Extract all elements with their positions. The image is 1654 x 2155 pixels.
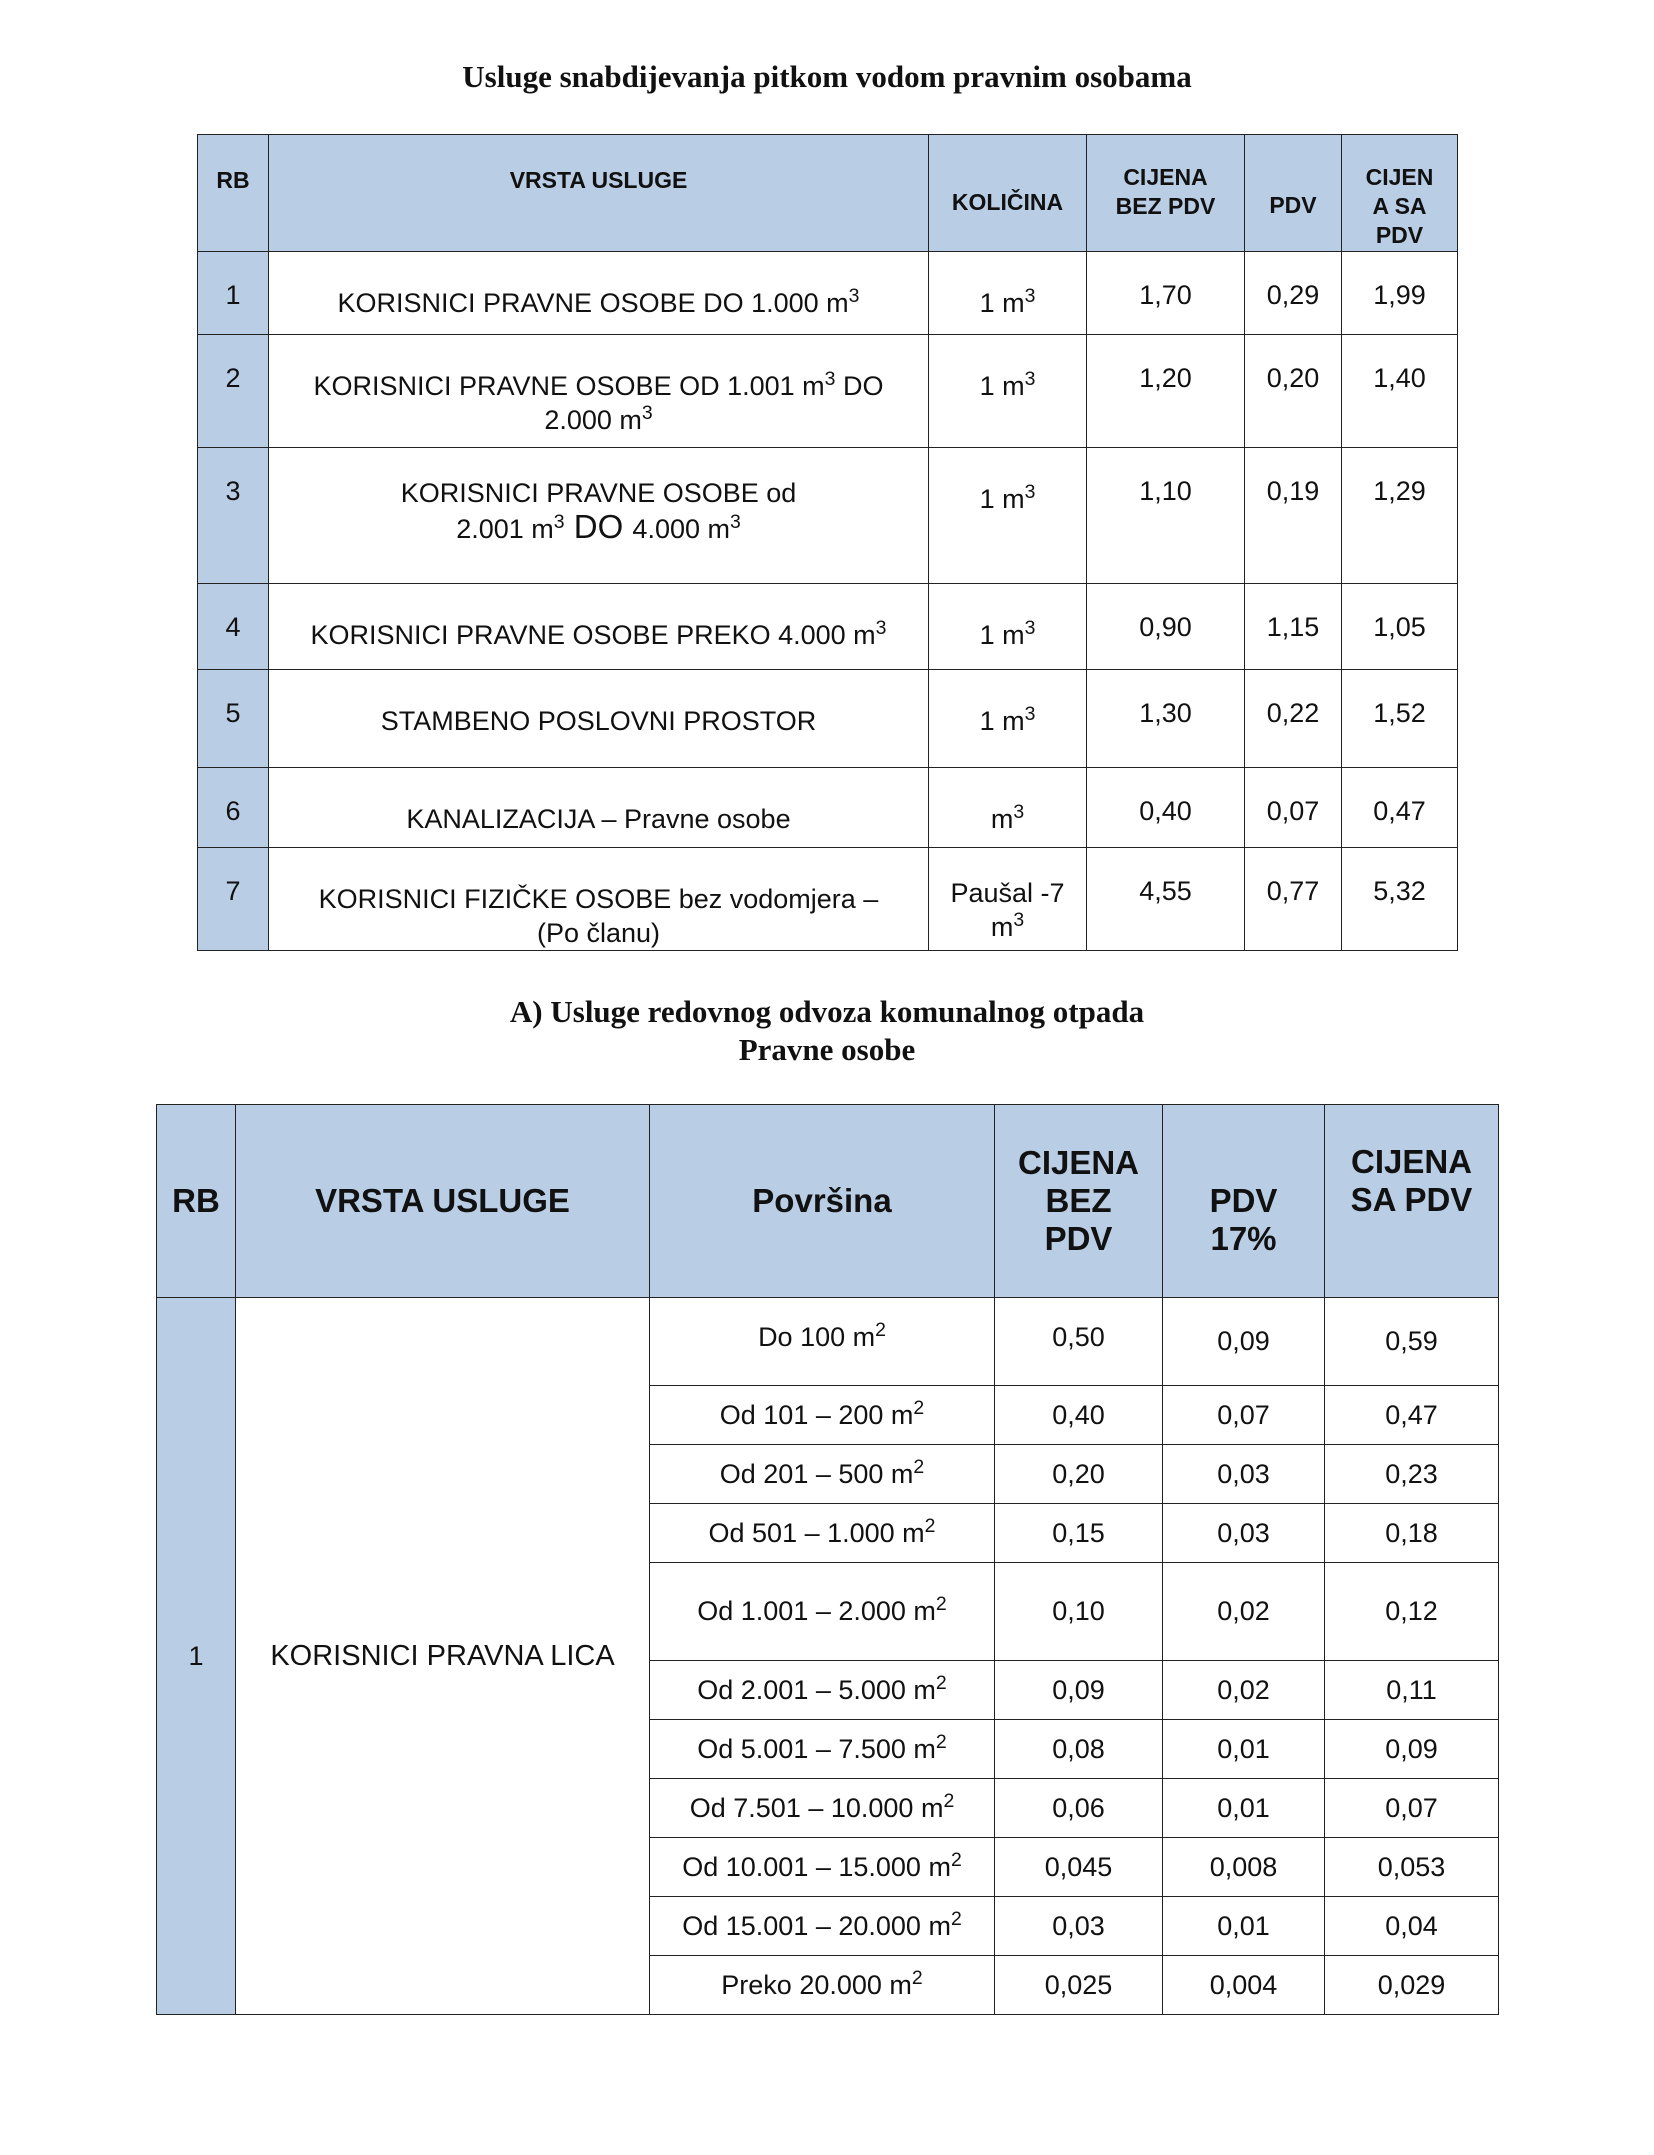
vat-amount: 0,07 <box>1163 1386 1325 1445</box>
table-row <box>198 584 1458 670</box>
header-service-type: VRSTA USLUGE <box>269 135 929 252</box>
table-row <box>198 768 1458 848</box>
price-with-vat: 0,053 <box>1325 1838 1499 1897</box>
price-with-vat: 0,04 <box>1325 1897 1499 1956</box>
price-without-vat: 0,045 <box>995 1838 1163 1897</box>
header-area: Površina <box>650 1105 995 1298</box>
vat-amount: 0,02 <box>1163 1563 1325 1661</box>
header-vat: PDV 17% <box>1163 1105 1325 1298</box>
table-row <box>198 448 1458 584</box>
price-without-vat: 1,20 <box>1087 335 1245 448</box>
quantity: 1 $m^3$ <box>929 670 1087 768</box>
price-with-vat: 5,32 <box>1342 848 1458 951</box>
price-without-vat: 0,15 <box>995 1504 1163 1563</box>
table-header-row <box>157 1105 1499 1298</box>
quantity: 1 $m^3$ <box>929 448 1087 584</box>
area-range: Od 15.001 – 20.000 $m^2$ <box>650 1897 995 1956</box>
row-number: 6 <box>198 768 269 848</box>
row-number: 7 <box>198 848 269 951</box>
price-without-vat: 0,08 <box>995 1720 1163 1779</box>
quantity: 1 $m^3$ <box>929 252 1087 335</box>
service-description: KORISNICI FIZIČKE OSOBE bez vodomjera – (Po članu) <box>269 848 929 951</box>
area-range: Od 501 – 1.000 $m^2$ <box>650 1504 995 1563</box>
area-range: Od 10.001 – 15.000 $m^2$ <box>650 1838 995 1897</box>
vat-amount: 0,01 <box>1163 1897 1325 1956</box>
row-number: 1 <box>157 1298 236 2015</box>
header-price-without-vat: CIJENA BEZ PDV <box>1087 135 1245 252</box>
vat-amount: 0,01 <box>1163 1779 1325 1838</box>
area-range: Preko 20.000 $m^2$ <box>650 1956 995 2015</box>
area-range: Od 1.001 – 2.000 $m^2$ <box>650 1563 995 1661</box>
price-with-vat: 0,09 <box>1325 1720 1499 1779</box>
waste-collection-title <box>0 993 1654 1069</box>
table-header-row <box>198 135 1458 252</box>
vat-amount: 0,77 <box>1245 848 1342 951</box>
vat-amount: 0,07 <box>1245 768 1342 848</box>
waste-collection-table <box>156 1104 1499 2015</box>
vat-amount: 0,03 <box>1163 1445 1325 1504</box>
area-range: Od 5.001 – 7.500 $m^2$ <box>650 1720 995 1779</box>
vat-amount: 0,03 <box>1163 1504 1325 1563</box>
price-without-vat: 0,10 <box>995 1563 1163 1661</box>
service-description: KORISNICI PRAVNE OSOBE PREKO 4.000 $m^3$ <box>269 584 929 670</box>
service-description: KANALIZACIJA – Pravne osobe <box>269 768 929 848</box>
area-range: Od 2.001 – 5.000 $m^2$ <box>650 1661 995 1720</box>
price-without-vat: 1,10 <box>1087 448 1245 584</box>
header-vat: PDV <box>1245 135 1342 252</box>
header-rb: RB <box>198 135 269 252</box>
area-range: Od 201 – 500 $m^2$ <box>650 1445 995 1504</box>
price-without-vat: 0,09 <box>995 1661 1163 1720</box>
table-row <box>157 1298 1499 1386</box>
price-with-vat: 0,23 <box>1325 1445 1499 1504</box>
price-with-vat: 1,52 <box>1342 670 1458 768</box>
vat-amount: 0,008 <box>1163 1838 1325 1897</box>
quantity: $m^3$ <box>929 768 1087 848</box>
price-without-vat: 0,20 <box>995 1445 1163 1504</box>
price-without-vat: 0,50 <box>995 1298 1163 1386</box>
price-with-vat: 0,07 <box>1325 1779 1499 1838</box>
price-with-vat: 0,47 <box>1325 1386 1499 1445</box>
price-with-vat: 0,47 <box>1342 768 1458 848</box>
price-with-vat: 0,18 <box>1325 1504 1499 1563</box>
waste-title-line1: A) Usluge redovnog odvoza komunalnog otpada <box>509 994 1145 1029</box>
price-with-vat: 1,29 <box>1342 448 1458 584</box>
area-range: Do 100 $m^2$ <box>650 1298 995 1386</box>
row-number: 4 <box>198 584 269 670</box>
quantity: 1 $m^3$ <box>929 335 1087 448</box>
header-quantity: KOLIČINA <box>929 135 1087 252</box>
price-with-vat: 1,05 <box>1342 584 1458 670</box>
area-range: Od 7.501 – 10.000 $m^2$ <box>650 1779 995 1838</box>
table-row <box>198 335 1458 448</box>
header-price-with-vat: CIJENA SA PDV <box>1325 1105 1499 1298</box>
vat-amount: 0,004 <box>1163 1956 1325 2015</box>
price-without-vat: 0,03 <box>995 1897 1163 1956</box>
price-with-vat: 0,59 <box>1325 1298 1499 1386</box>
service-name: KORISNICI PRAVNA LICA <box>236 1298 650 2015</box>
water-supply-table <box>197 134 1458 951</box>
price-without-vat: 0,90 <box>1087 584 1245 670</box>
vat-amount: 0,09 <box>1163 1298 1325 1386</box>
price-without-vat: 0,40 <box>1087 768 1245 848</box>
table-row <box>198 670 1458 768</box>
vat-amount: 0,29 <box>1245 252 1342 335</box>
price-with-vat: 1,40 <box>1342 335 1458 448</box>
header-price-without-vat: CIJENA BEZ PDV <box>995 1105 1163 1298</box>
header-service-type: VRSTA USLUGE <box>236 1105 650 1298</box>
price-without-vat: 1,70 <box>1087 252 1245 335</box>
area-range: Od 101 – 200 $m^2$ <box>650 1386 995 1445</box>
row-number: 3 <box>198 448 269 584</box>
vat-amount: 0,19 <box>1245 448 1342 584</box>
service-description: STAMBENO POSLOVNI PROSTOR <box>269 670 929 768</box>
waste-title-line2: Pravne osobe <box>738 1032 916 1067</box>
service-description: KORISNICI PRAVNE OSOBE OD 1.001 $m^3$ DO 2.000 $m^3$ <box>269 335 929 448</box>
table-row <box>198 252 1458 335</box>
price-with-vat: 0,029 <box>1325 1956 1499 2015</box>
quantity: Paušal -7 $m^3$ <box>929 848 1087 951</box>
vat-amount: 0,22 <box>1245 670 1342 768</box>
service-description: KORISNICI PRAVNE OSOBE DO 1.000 $m^3$ <box>269 252 929 335</box>
price-with-vat: 0,12 <box>1325 1563 1499 1661</box>
row-number: 5 <box>198 670 269 768</box>
vat-amount: 1,15 <box>1245 584 1342 670</box>
row-number: 2 <box>198 335 269 448</box>
row-number: 1 <box>198 252 269 335</box>
price-without-vat: 0,40 <box>995 1386 1163 1445</box>
vat-amount: 0,20 <box>1245 335 1342 448</box>
price-without-vat: 0,06 <box>995 1779 1163 1838</box>
price-with-vat: 0,11 <box>1325 1661 1499 1720</box>
price-without-vat: 0,025 <box>995 1956 1163 2015</box>
header-price-with-vat: CIJEN A SA PDV <box>1342 135 1458 252</box>
vat-amount: 0,01 <box>1163 1720 1325 1779</box>
price-with-vat: 1,99 <box>1342 252 1458 335</box>
header-rb: RB <box>157 1105 236 1298</box>
price-without-vat: 1,30 <box>1087 670 1245 768</box>
water-supply-title: Usluge snabdijevanja pitkom vodom pravnim osobama <box>462 59 1192 94</box>
price-without-vat: 4,55 <box>1087 848 1245 951</box>
vat-amount: 0,02 <box>1163 1661 1325 1720</box>
service-description: KORISNICI PRAVNE OSOBE od 2.001 $m^3$ DO 4.000 $m^3$ <box>269 448 929 584</box>
table-row <box>198 848 1458 951</box>
quantity: 1 $m^3$ <box>929 584 1087 670</box>
